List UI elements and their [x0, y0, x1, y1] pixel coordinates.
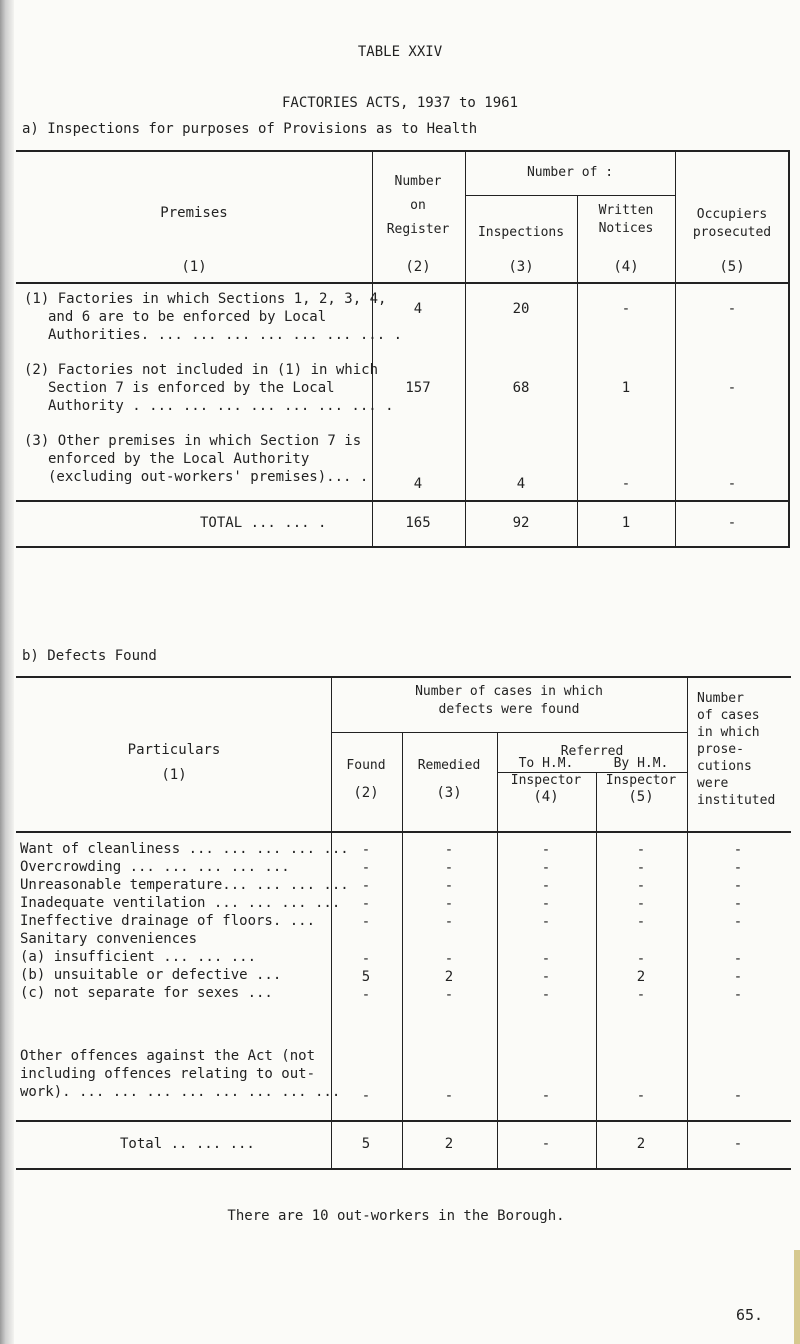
- by-hm-value: -: [636, 951, 646, 967]
- remedied-value: -: [444, 914, 454, 930]
- premises-row-3-l3: (excluding out-workers' premises)... .: [48, 469, 369, 485]
- cases-header-l1: Number of cases in which: [415, 684, 603, 699]
- defects-total-label: Total .. ... ...: [120, 1136, 255, 1152]
- prosecutions-header-l1: Number: [697, 691, 744, 706]
- found-value: 5: [361, 969, 371, 985]
- prosecutions-value: -: [733, 914, 743, 930]
- premises-row-2-l2: Section 7 is enforced by the Local: [48, 380, 335, 396]
- inspections-header: Inspections: [477, 225, 565, 240]
- occupiers-header-l1: Occupiers: [696, 207, 768, 222]
- to-hm-value: -: [541, 969, 551, 985]
- page-scan-edge: [0, 0, 14, 1344]
- prosecutions-header-l2: of cases: [697, 708, 760, 723]
- prosecutions-header-l5: cutions: [697, 759, 752, 774]
- premises-row-1-l3: Authorities. ... ... ... ... ... ... ... .: [48, 327, 403, 343]
- section-b-heading: b) Defects Found: [22, 648, 157, 664]
- premises-row-3-l1: (3) Other premises in which Section 7 is: [24, 433, 362, 449]
- found-value: -: [361, 1088, 371, 1104]
- defect-label: (b) unsuitable or defective ...: [20, 967, 282, 983]
- remedied-value: 2: [444, 969, 454, 985]
- written-header-l2: Notices: [598, 221, 654, 236]
- total-prosecuted: -: [727, 515, 737, 531]
- defect-label: Overcrowding ... ... ... ... ...: [20, 859, 290, 875]
- by-hm-value: 2: [636, 969, 646, 985]
- to-hm-col-num: (4): [533, 789, 559, 805]
- prosecutions-value: -: [733, 969, 743, 985]
- to-hm-value: -: [541, 987, 551, 1003]
- defect-label: Want of cleanliness ... ... ... ... ...: [20, 841, 349, 857]
- prosecuted-value: -: [727, 476, 737, 492]
- to-hm-value: -: [541, 860, 551, 876]
- remedied-value: -: [444, 860, 454, 876]
- premises-row-2-l3: Authority . ... ... ... ... ... ... ... .: [48, 398, 394, 414]
- prosecutions-value: -: [733, 878, 743, 894]
- total-notices: 1: [621, 515, 631, 531]
- inspections-value: 68: [512, 380, 530, 396]
- found-value: -: [361, 860, 371, 876]
- defect-label: (a) insufficient ... ... ...: [20, 949, 257, 965]
- defect-label: (c) not separate for sexes ...: [20, 985, 273, 1001]
- remedied-value: -: [444, 1088, 454, 1104]
- by-hm-value: -: [636, 878, 646, 894]
- register-value: 4: [413, 301, 423, 317]
- prosecutions-header-l4: prose-: [697, 742, 744, 757]
- premises-header: Premises: [160, 205, 228, 221]
- inspections-col-num: (3): [508, 259, 534, 275]
- particulars-header: Particulars: [127, 742, 221, 758]
- prosecutions-header-l6: were: [697, 776, 729, 791]
- prosecutions-header-l7: instituted: [697, 793, 776, 808]
- other-offences-l1: Other offences against the Act (not: [20, 1048, 316, 1064]
- register-value: 4: [413, 476, 423, 492]
- notices-value: 1: [621, 380, 631, 396]
- register-header-l3: Register: [386, 222, 450, 237]
- by-hm-value: -: [636, 842, 646, 858]
- referred-header: Referred: [560, 744, 624, 759]
- to-hm-value: -: [541, 842, 551, 858]
- remedied-value: -: [444, 987, 454, 1003]
- premises-row-1-l1: (1) Factories in which Sections 1, 2, 3, 4,: [24, 291, 387, 307]
- page-scan-edge-right: [794, 1250, 800, 1344]
- found-header: Found: [346, 758, 386, 773]
- by-hm-value: -: [636, 1088, 646, 1104]
- prosecutions-value: -: [733, 987, 743, 1003]
- defect-label: Ineffective drainage of floors. ...: [20, 913, 316, 929]
- total-register: 165: [405, 515, 431, 531]
- premises-row-2-l1: (2) Factories not included in (1) in which: [24, 362, 379, 378]
- found-value: -: [361, 842, 371, 858]
- section-a-heading: a) Inspections for purposes of Provisions as to Health: [22, 121, 478, 137]
- occupiers-col-num: (5): [719, 259, 745, 275]
- inspections-value: 20: [512, 301, 530, 317]
- number-of-header: Number of :: [526, 165, 614, 180]
- remedied-value: -: [444, 878, 454, 894]
- premises-col-num: (1): [181, 259, 207, 275]
- total-inspections: 92: [512, 515, 530, 531]
- register-header-l2: on: [410, 198, 426, 213]
- prosecutions-value: -: [733, 860, 743, 876]
- by-hm-header-l2: Inspector: [605, 773, 677, 788]
- notices-value: -: [621, 301, 631, 317]
- prosecutions-value: -: [733, 951, 743, 967]
- found-value: -: [361, 878, 371, 894]
- other-offences-l3: work). ... ... ... ... ... ... ... ...: [20, 1084, 341, 1100]
- defect-label: Unreasonable temperature... ... ... ...: [20, 877, 349, 893]
- total-remedied: 2: [444, 1136, 454, 1152]
- register-col-num: (2): [405, 259, 431, 275]
- by-hm-value: -: [636, 896, 646, 912]
- found-value: -: [361, 987, 371, 1003]
- total-label: TOTAL ... ... .: [200, 515, 327, 531]
- particulars-col-num: (1): [161, 767, 187, 783]
- by-hm-header-l1: By H.M.: [613, 756, 669, 771]
- remedied-value: -: [444, 951, 454, 967]
- other-offences-l2: including offences relating to out-: [20, 1066, 316, 1082]
- found-value: -: [361, 951, 371, 967]
- found-value: -: [361, 914, 371, 930]
- to-hm-value: -: [541, 878, 551, 894]
- cases-header-l2: defects were found: [438, 702, 580, 717]
- register-value: 157: [405, 380, 431, 396]
- remedied-value: -: [444, 842, 454, 858]
- found-value: -: [361, 896, 371, 912]
- found-col-num: (2): [353, 785, 379, 801]
- defect-label: Inadequate ventilation ... ... ... ...: [20, 895, 341, 911]
- prosecutions-value: -: [733, 842, 743, 858]
- written-col-num: (4): [613, 259, 639, 275]
- prosecuted-value: -: [727, 301, 737, 317]
- occupiers-header-l2: prosecuted: [692, 225, 772, 240]
- total-to-hm: -: [541, 1136, 551, 1152]
- footnote: There are 10 out-workers in the Borough.: [227, 1208, 565, 1224]
- prosecutions-header-l3: in which: [697, 725, 760, 740]
- by-hm-value: -: [636, 987, 646, 1003]
- by-hm-value: -: [636, 914, 646, 930]
- to-hm-value: -: [541, 1088, 551, 1104]
- premises-row-1-l2: and 6 are to be enforced by Local: [48, 309, 327, 325]
- total-by-hm: 2: [636, 1136, 646, 1152]
- page-number: 65.: [736, 1306, 764, 1324]
- to-hm-header-l2: Inspector: [510, 773, 582, 788]
- by-hm-value: -: [636, 860, 646, 876]
- written-header-l1: Written: [598, 203, 654, 218]
- table-title: TABLE XXIV: [357, 44, 443, 60]
- notices-value: -: [621, 476, 631, 492]
- prosecutions-value: -: [733, 1088, 743, 1104]
- remedied-value: -: [444, 896, 454, 912]
- to-hm-value: -: [541, 951, 551, 967]
- to-hm-value: -: [541, 896, 551, 912]
- to-hm-header-l1: To H.M.: [518, 756, 574, 771]
- remedied-header: Remedied: [417, 758, 481, 773]
- total-prosecutions: -: [733, 1136, 743, 1152]
- total-found: 5: [361, 1136, 371, 1152]
- premises-row-3-l2: enforced by the Local Authority: [48, 451, 310, 467]
- remedied-col-num: (3): [436, 785, 462, 801]
- defect-label: Sanitary conveniences: [20, 931, 198, 947]
- inspections-value: 4: [516, 476, 526, 492]
- by-hm-col-num: (5): [628, 789, 654, 805]
- prosecuted-value: -: [727, 380, 737, 396]
- register-header-l1: Number: [394, 174, 442, 189]
- table-subtitle: FACTORIES ACTS, 1937 to 1961: [281, 95, 519, 111]
- prosecutions-value: -: [733, 896, 743, 912]
- to-hm-value: -: [541, 914, 551, 930]
